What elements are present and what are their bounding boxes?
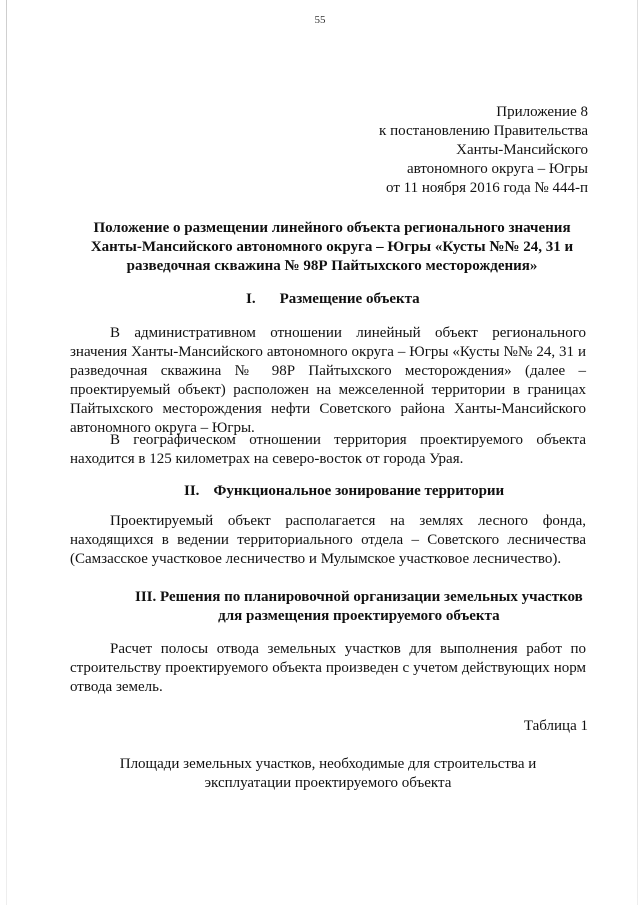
caption-line: Площади земельных участков, необходимые для строительства и [119,756,537,772]
section-heading-2 [184,482,504,501]
table-label: Таблица 1 [523,718,588,734]
appendix-reference [379,103,588,198]
paragraph: Расчет полосы отвода земельных участков для выполнения работ по строительству проектируемого объекта произведен с учетом действующих норм отвода земель. [70,641,586,695]
section-title-line: для размещения проектируемого объекта [218,608,500,624]
appendix-line: автономного округа – Югры [406,161,588,177]
section-number: I. [246,291,256,307]
appendix-line: Ханты-Мансийского [456,142,588,158]
section-heading-3 [135,588,583,626]
paragraph: В географическом отношении территория проектируемого объекта находится в 125 километрах на северо-восток от города Урая. [70,432,586,467]
paragraph: Проектируемый объект располагается на землях лесного фонда, находящихся в ведении территориального отдела – Советского лесничества (Самзасское участковое лесничество и Мулымское участковое лесничество). [70,513,586,567]
section-title-line: III. Решения по планировочной организации земельных участков [135,589,583,605]
scan-edge-right [637,0,638,905]
scan-edge-left [6,0,7,905]
title-line: Положение о размещении линейного объекта регионального значения [93,220,571,236]
appendix-line: от 11 ноября 2016 года № 444-п [386,180,588,196]
section-heading-1 [246,290,420,309]
section-title: Функциональное зонирование территории [213,483,505,499]
title-line: разведочная скважина № 98Р Пайтыхского месторождения» [126,258,538,274]
appendix-line: Приложение 8 [496,104,588,120]
section-title: Размещение объекта [279,291,420,307]
paragraph: В административном отношении линейный объект регионального значения Ханты-Мансийского автономного округа – Югры «Кусты №№ 24, 31 и разведочная скважина № 98Р Пайтыхского месторождения» (далее – проектируемый объект) расположен на межселенной территории в границах Пайтыхского месторождения нефти Советского района Ханты-Мансийского автономного округа – Югры. [70,325,586,436]
appendix-line: к постановлению Правительства [379,123,588,139]
title-line: Ханты-Мансийского автономного округа – Югры «Кусты №№ 24, 31 и [90,239,574,255]
section-number: II. [184,483,200,499]
document-title [70,219,594,276]
caption-line: эксплуатации проектируемого объекта [204,775,452,791]
page-number: 55 [314,14,326,26]
table-caption [70,755,586,793]
